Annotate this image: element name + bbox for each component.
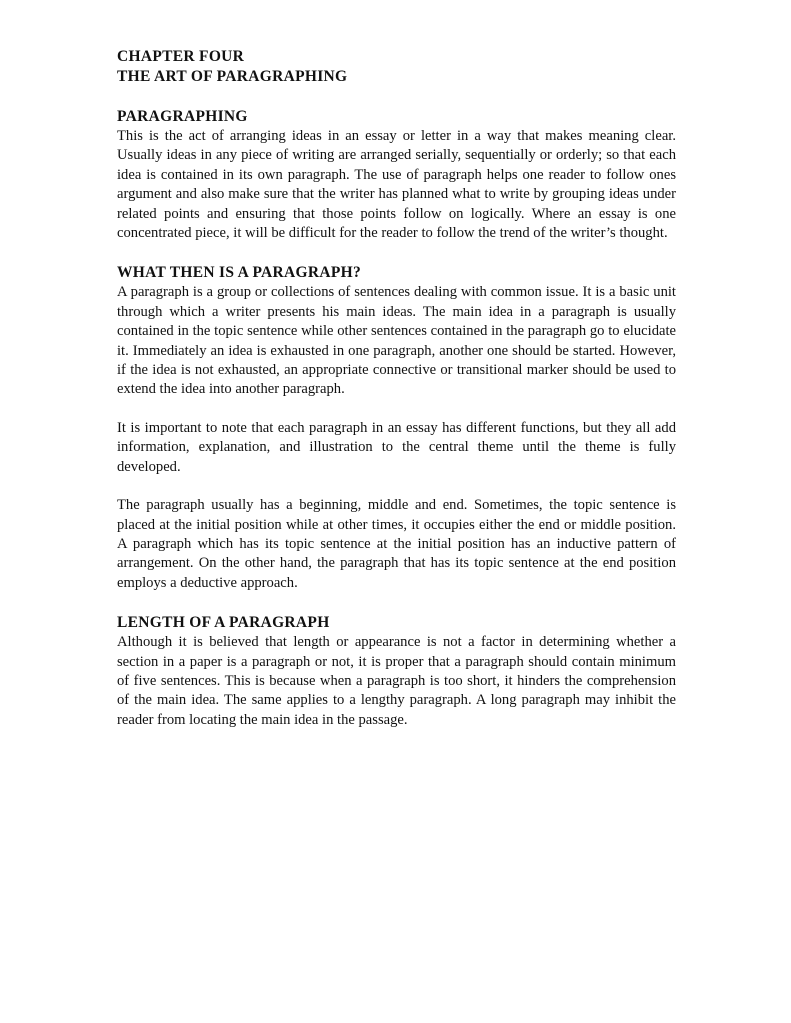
body-paragraph: A paragraph is a group or collections of sentences dealing with common issue. It is a basic unit through which a writer presents his main ideas. The main idea in a paragraph is usually contained in the topic sentence while other sentences contained in the paragraph go to elucidate it. Immediately an idea is exhausted in one paragraph, another one should be started. However, if the idea is not exhausted, an appropriate connective or transitional marker should be used to extend the idea into another paragraph. (117, 284, 676, 398)
chapter-title: THE ART OF PARAGRAPHING (117, 68, 348, 85)
body-paragraph: The paragraph usually has a beginning, middle and end. Sometimes, the topic sentence is placed at the initial position while at other times, it occupies either the end or middle position. A paragraph which has its topic sentence at the initial position has an inductive pattern of arrangement. On the other hand, the paragraph that has its topic sentence at the end position employs a deductive approach. (117, 497, 676, 591)
body-paragraph: It is important to note that each paragraph in an essay has different functions, but they all add information, explanation, and illustration to the central theme until the theme is fully developed. (117, 419, 676, 475)
section-heading: PARAGRAPHING (117, 108, 248, 125)
document-page (117, 47, 676, 730)
section-heading: LENGTH OF A PARAGRAPH (117, 614, 330, 632)
section-paragraphing (117, 107, 676, 243)
body-paragraph: Although it is believed that length or appearance is not a factor in determining whether a section in a paper is a paragraph or not, it is proper that a paragraph should contain minimum of five sentences. This is because when a paragraph is too short, it hinders the comprehension of the main idea. The same applies to a lengthy paragraph. A long paragraph may inhibit the reader from locating the main idea in the passage. (117, 634, 676, 728)
section-heading: WHAT THEN IS A PARAGRAPH? (117, 264, 362, 282)
section-what-is-a-paragraph (117, 263, 676, 593)
body-paragraph: This is the act of arranging ideas in an essay or letter in a way that makes meaning clear. Usually ideas in any piece of writing are arranged serially, sequentially or orderly; so that each idea is contained in its own paragraph. The use of paragraph helps one reader to follow ones argument and also make sure that the writer has planned what to write by grouping ideas under related points and ensuring that those points follow on logically. Where an essay is one concentrated piece, it will be difficult for the reader to follow the trend of the writer’s thought. (117, 128, 676, 242)
chapter-number: CHAPTER FOUR (117, 48, 245, 65)
section-length-of-a-paragraph (117, 613, 676, 730)
